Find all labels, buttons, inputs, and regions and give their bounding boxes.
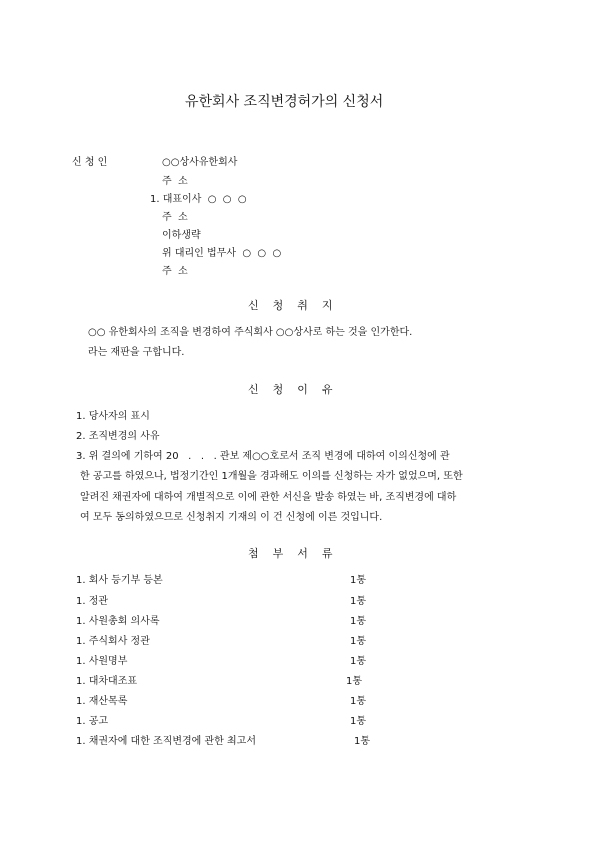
attachment-count: 1통 bbox=[350, 696, 367, 707]
company-address: 주 소 bbox=[162, 176, 188, 187]
omitted-note: 이하생략 bbox=[162, 230, 201, 241]
reason-item-3-line: 한 공고를 하였으나, 법정기간인 1개월을 경과해도 이의를 신청하는 자가 없었으며, 또한 bbox=[80, 471, 463, 482]
attachment-name: 1. 회사 등기부 등본 bbox=[76, 575, 163, 586]
representative-address: 주 소 bbox=[162, 212, 188, 223]
attachment-count: 1통 bbox=[350, 596, 367, 607]
attachment-count: 1통 bbox=[354, 736, 371, 747]
reason-item-3-line: 알려진 채권자에 대하여 개별적으로 이에 관한 서신을 발송 하였는 바, 조직변경에 대하 bbox=[80, 492, 457, 503]
purpose-line-1: ○○ 유한회사의 조직을 변경하여 주식회사 ○○상사로 하는 것을 인가한다. bbox=[88, 327, 413, 338]
attachment-count: 1통 bbox=[346, 676, 363, 687]
agent-address: 주 소 bbox=[162, 266, 188, 277]
reasons-heading: 신 청 이 유 bbox=[248, 383, 333, 396]
attachment-count: 1통 bbox=[350, 616, 367, 627]
document-title: 유한회사 조직변경허가의 신청서 bbox=[185, 94, 384, 110]
purpose-heading: 신 청 취 지 bbox=[248, 299, 333, 312]
attachment-count: 1통 bbox=[350, 636, 367, 647]
purpose-line-2: 라는 재판을 구합니다. bbox=[88, 347, 185, 358]
attachment-name: 1. 재산목록 bbox=[76, 696, 128, 707]
reason-item-2: 2. 조직변경의 사유 bbox=[76, 431, 160, 442]
attachment-count: 1통 bbox=[350, 716, 367, 727]
reason-item-3-line: 여 모두 동의하였으므로 신청취지 기재의 이 건 신청에 이른 것입니다. bbox=[80, 512, 383, 523]
agent: 위 대리인 법무사 ○ ○ ○ bbox=[162, 248, 282, 259]
reason-item-3-line: 3. 위 결의에 기하여 20 . . . 관보 제○○호로서 조직 변경에 대하여 이의신청에 관 bbox=[76, 451, 450, 462]
attachment-name: 1. 정관 bbox=[76, 596, 109, 607]
applicant-label: 신 청 인 bbox=[72, 157, 108, 168]
representative: 1. 대표이사 ○ ○ ○ bbox=[150, 194, 247, 205]
attachment-name: 1. 주식회사 정관 bbox=[76, 636, 150, 647]
attachments-heading: 첨 부 서 류 bbox=[248, 547, 333, 560]
attachment-name: 1. 사원총회 의사록 bbox=[76, 616, 160, 627]
attachment-name: 1. 사원명부 bbox=[76, 656, 128, 667]
attachment-count: 1통 bbox=[350, 656, 367, 667]
attachment-name: 1. 대차대조표 bbox=[76, 676, 138, 687]
attachment-name: 1. 공고 bbox=[76, 716, 109, 727]
attachment-name: 1. 채권자에 대한 조직변경에 관한 최고서 bbox=[76, 736, 256, 747]
applicant-company: ○○상사유한회사 bbox=[162, 157, 238, 168]
reason-item-1: 1. 당사자의 표시 bbox=[76, 411, 150, 422]
attachment-count: 1통 bbox=[350, 575, 367, 586]
